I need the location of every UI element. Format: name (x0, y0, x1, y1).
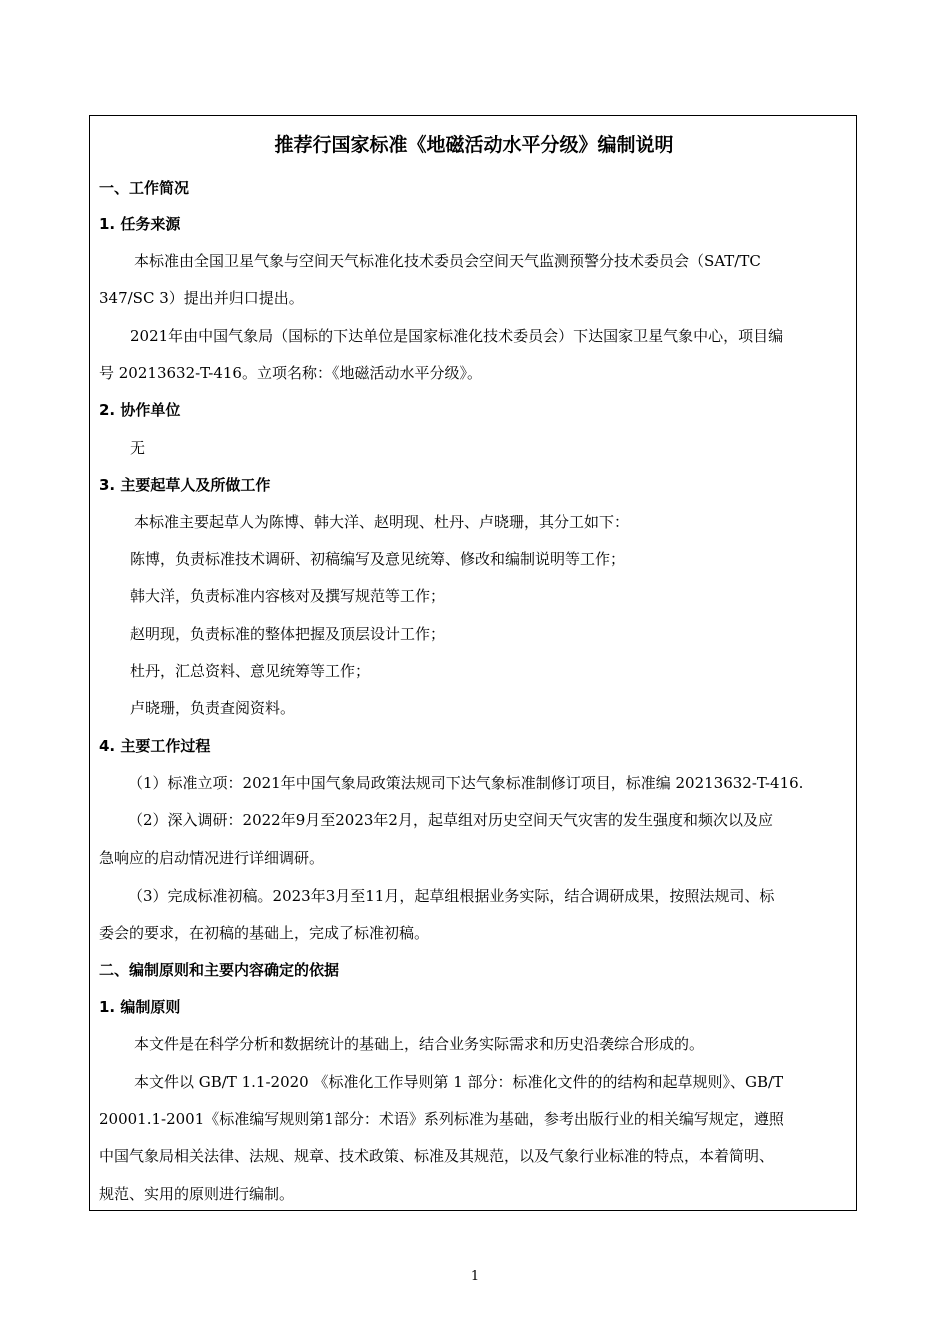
drafter-line: 杜丹，汇总资料、意见统筹等工作； (130, 662, 371, 680)
subheading-compilation-principles: 1. 编制原则 (99, 998, 181, 1016)
subheading-task-source: 1. 任务来源 (99, 215, 181, 233)
paragraph-line: 号 20213632-T-416。立项名称：《地磁活动水平分级》。 (99, 364, 482, 382)
paragraph-line: 本标准由全国卫星气象与空间天气标准化技术委员会空间天气监测预警分技术委员会（SAT/TC (134, 252, 761, 270)
paragraph-line: 2021年由中国气象局（国标的下达单位是国家标准化技术委员会）下达国家卫星气象中心，项目编 (130, 327, 784, 345)
document-title: 推荐行国家标准《地磁活动水平分级》编制说明 (274, 134, 674, 156)
page-number: 1 (470, 1269, 480, 1284)
drafter-line: 卢晓珊，负责查阅资料。 (130, 699, 296, 717)
section-heading-principles: 二、编制原则和主要内容确定的依据 (99, 961, 340, 979)
drafter-line: 本标准主要起草人为陈博、韩大洋、赵明现、杜丹、卢晓珊，其分工如下： (134, 513, 630, 531)
drafter-line: 韩大洋，负责标准内容核对及撰写规范等工作； (130, 587, 446, 605)
subheading-main-drafters: 3. 主要起草人及所做工作 (99, 476, 271, 494)
paragraph-line: 347/SC 3）提出并归口提出。 (99, 289, 304, 307)
process-item: （1）标准立项：2021年中国气象局政策法规司下达气象标准制修订项目，标准编 20213632-T-416. (128, 774, 804, 792)
drafter-line: 赵明现，负责标准的整体把握及顶层设计工作； (130, 625, 446, 643)
subheading-work-process: 4. 主要工作过程 (99, 737, 211, 755)
paragraph-line: 本文件是在科学分析和数据统计的基础上，结合业务实际需求和历史沿袭综合形成的。 (134, 1035, 705, 1053)
paragraph-line: 无 (130, 439, 146, 457)
paragraph-line: 本文件以 GB/T 1.1-2020 《标准化工作导则第 1 部分：标准化文件的的结构和起草规则》、GB/T (134, 1073, 784, 1091)
paragraph-line: 20001.1-2001《标准编写规则第1部分：术语》系列标准为基础，参考出版行业的相关编写规定，遵照 (99, 1110, 784, 1128)
process-item: （2）深入调研：2022年9月至2023年2月，起草组对历史空间天气灾害的发生强度和频次以及应 (128, 811, 773, 829)
document-frame (89, 115, 857, 1211)
process-item: （3）完成标准初稿。2023年3月至11月，起草组根据业务实际，结合调研成果，按照法规司、标 (128, 887, 775, 905)
subheading-cooperating-units: 2. 协作单位 (99, 401, 181, 419)
paragraph-line: 委会的要求，在初稿的基础上，完成了标准初稿。 (99, 924, 430, 942)
paragraph-line: 中国气象局相关法律、法规、规章、技术政策、标准及其规范，以及气象行业标准的特点，本着简明、 (99, 1147, 775, 1165)
paragraph-line: 规范、实用的原则进行编制。 (99, 1185, 295, 1203)
section-heading-work-overview: 一、工作简况 (99, 179, 190, 197)
paragraph-line: 急响应的启动情况进行详细调研。 (99, 849, 325, 867)
drafter-line: 陈博，负责标准技术调研、初稿编写及意见统筹、修改和编制说明等工作； (130, 550, 626, 568)
